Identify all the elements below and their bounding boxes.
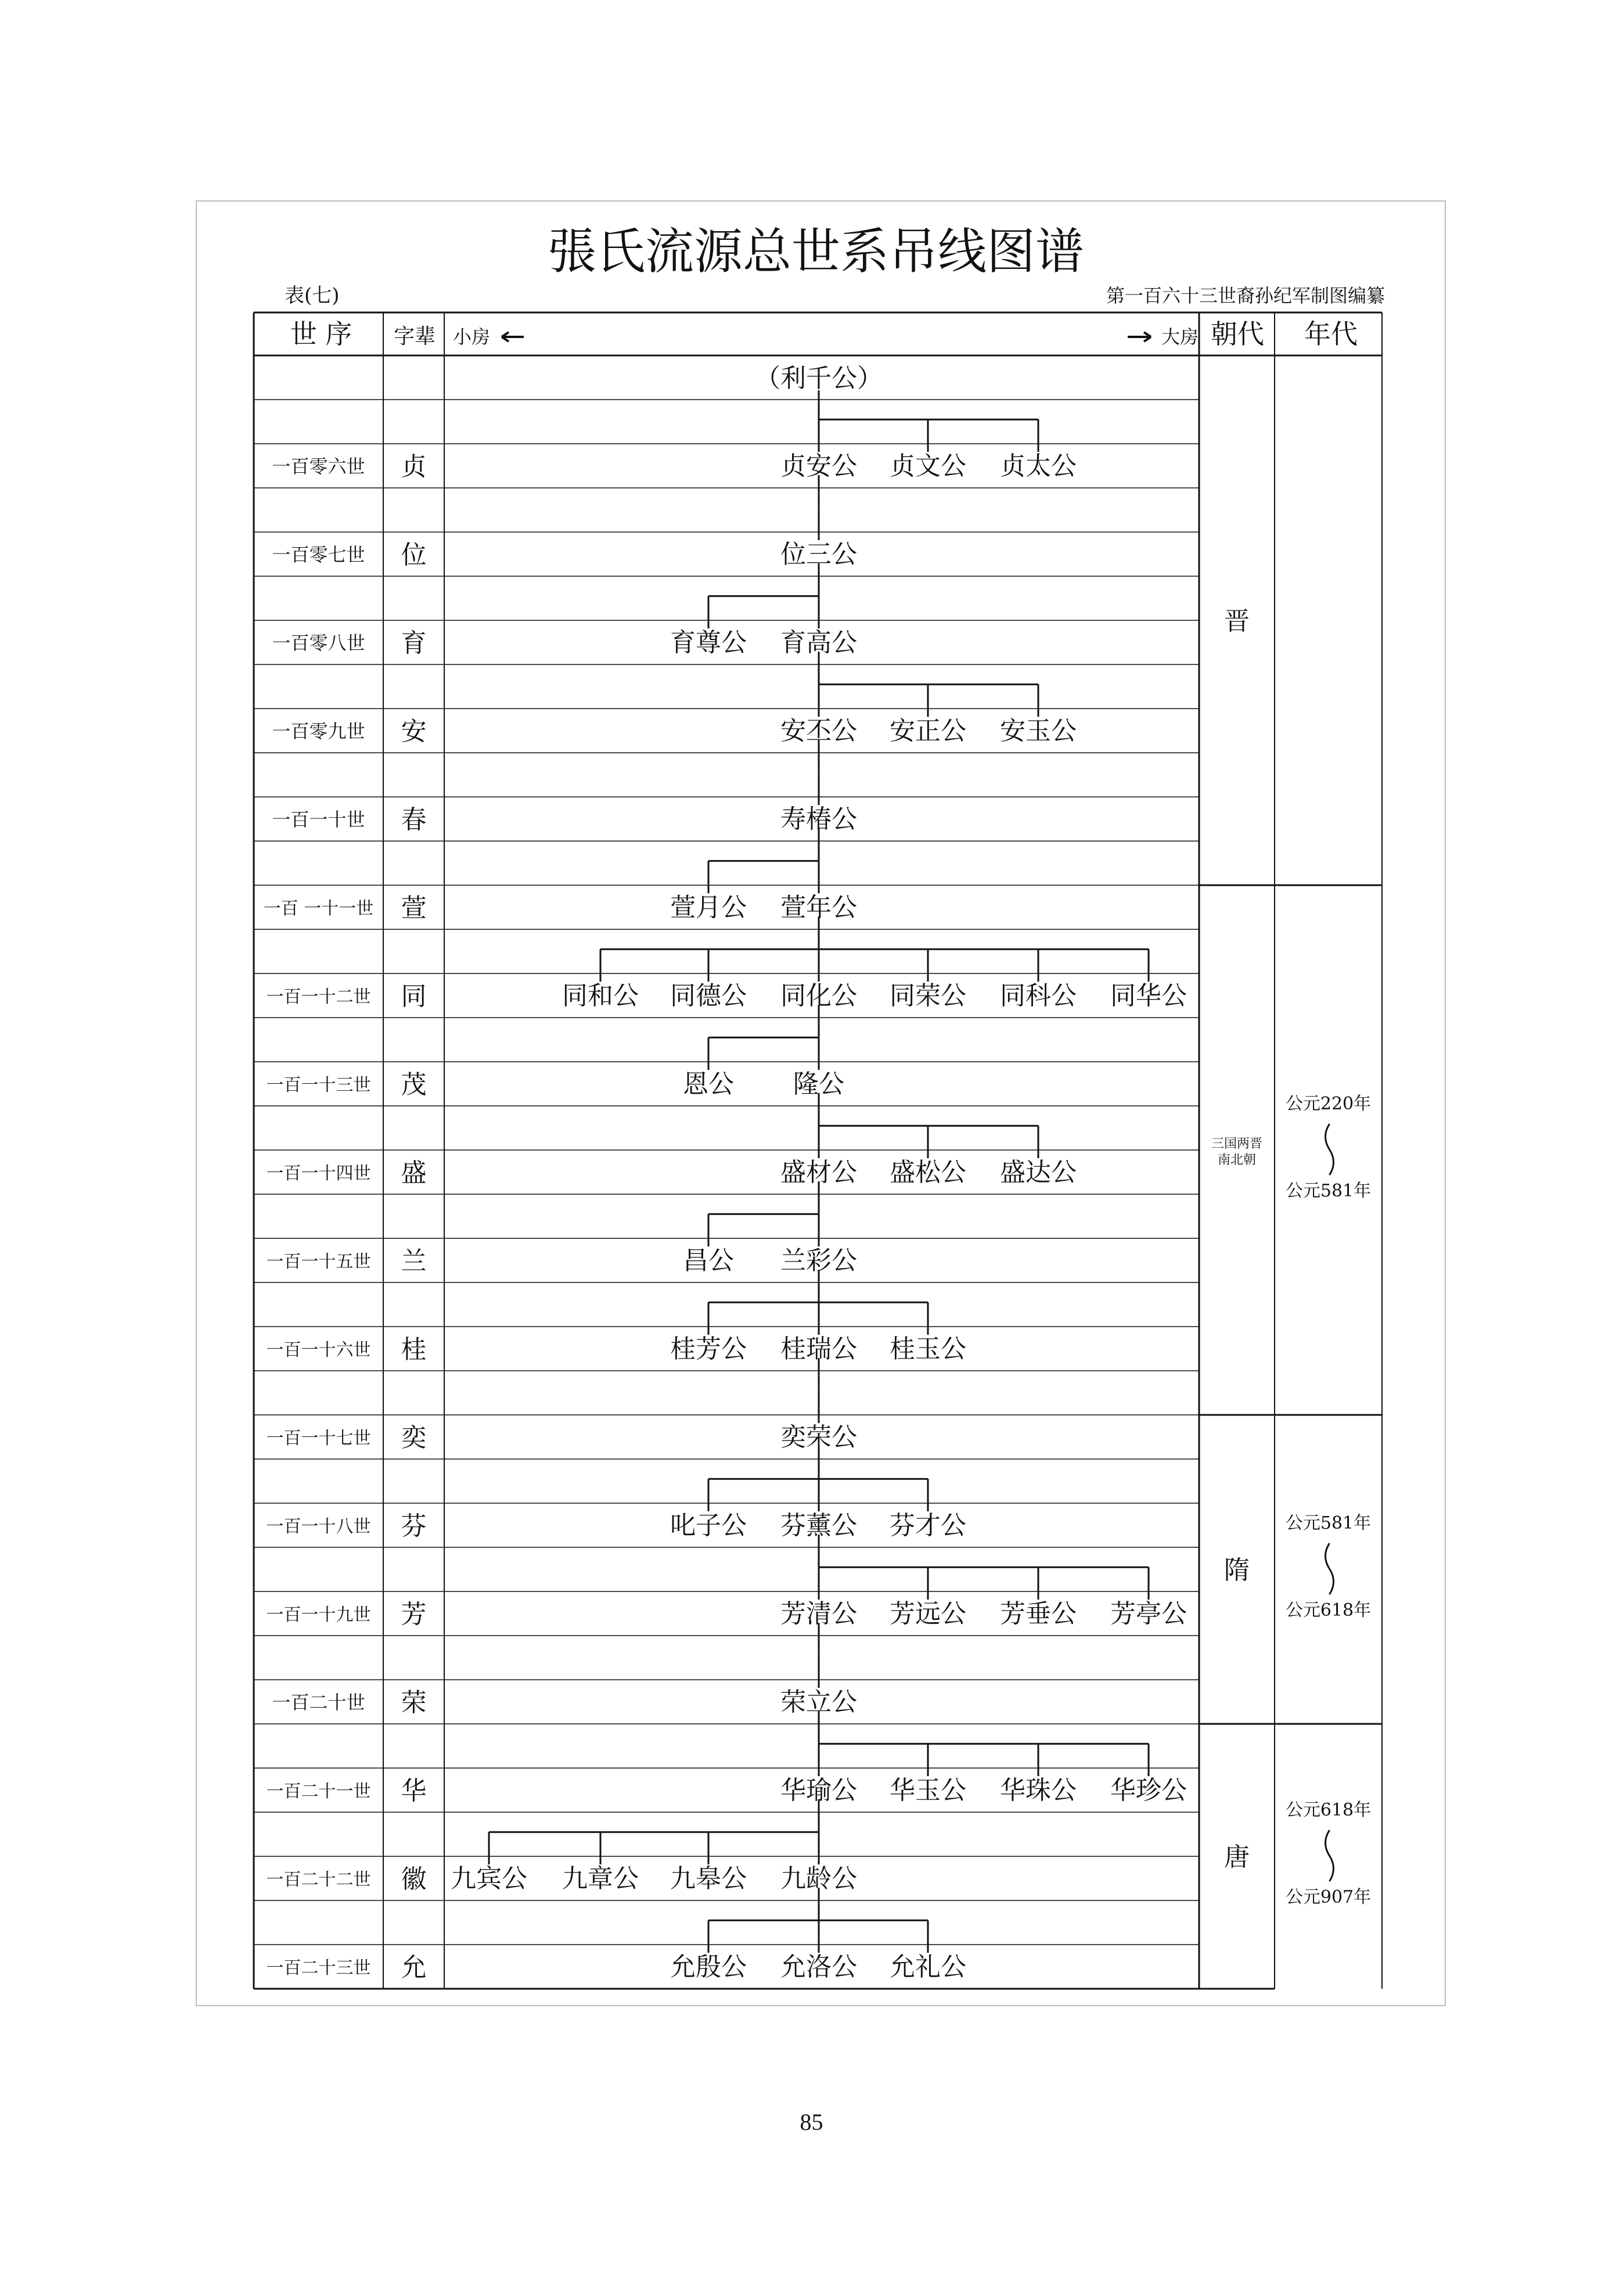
arrow-right-icon (1128, 332, 1151, 342)
chart-title: 張氏流源总世系吊线图谱 (547, 223, 1085, 280)
generation-label: 一百零九世 (272, 720, 365, 742)
generation-label: 一百一十九世 (266, 1605, 371, 1625)
generation-label: 一百零七世 (272, 544, 365, 566)
ancestor-name: 芳亭公 (1110, 1599, 1187, 1629)
zibei-label: 育 (401, 628, 427, 658)
tilde-range-icon (1326, 1124, 1334, 1175)
ancestor-name: 盛松公 (890, 1158, 966, 1187)
ancestor-name: 贞文公 (890, 451, 966, 481)
generation-label: 一百一十七世 (266, 1428, 371, 1449)
generation-label: 一百 一十一世 (263, 899, 374, 919)
ancestor-name: 允礼公 (890, 1952, 966, 1982)
header-generation: 世 序 (290, 318, 352, 350)
dynasty-name: 唐 (1224, 1842, 1250, 1872)
ancestor-name: 九龄公 (780, 1864, 857, 1893)
zibei-label: 荣 (401, 1688, 427, 1717)
ancestor-name: 允洛公 (780, 1952, 857, 1982)
ancestor-name: 桂玉公 (890, 1334, 966, 1364)
ancestor-name: 同德公 (670, 981, 747, 1011)
ancestor-name: 贞安公 (780, 451, 857, 481)
generation-label: 一百零六世 (272, 455, 365, 477)
ancestor-name: 昌公 (683, 1246, 734, 1275)
era-start: 公元618年 (1285, 1800, 1372, 1820)
ancestor-name: 隆公 (793, 1069, 844, 1099)
zibei-label: 同 (401, 982, 427, 1011)
header-big-house: 大房 (1161, 326, 1199, 348)
ancestor-name: 同荣公 (890, 981, 966, 1011)
root-ancestor: （利千公） (755, 364, 883, 393)
ancestor-name: 萱年公 (780, 893, 857, 922)
ancestor-name: 萱月公 (670, 893, 747, 922)
generation-label: 一百一十世 (272, 809, 365, 831)
generation-label: 一百一十五世 (266, 1252, 371, 1272)
ancestor-name: 芳垂公 (1000, 1599, 1077, 1629)
ancestor-name: 桂瑞公 (780, 1334, 857, 1364)
header-zibei: 字辈 (393, 325, 436, 348)
ancestor-name: 九皋公 (670, 1864, 747, 1893)
ancestor-name: 盛达公 (1000, 1158, 1077, 1187)
dynasty-name: 晋 (1224, 606, 1250, 636)
zibei-label: 芬 (401, 1511, 427, 1541)
ancestor-name: 桂芳公 (670, 1334, 747, 1364)
generation-label: 一百二十世 (272, 1691, 365, 1713)
header-dynasty: 朝代 (1211, 318, 1264, 350)
era-end: 公元581年 (1285, 1181, 1372, 1201)
zibei-label: 奕 (401, 1423, 427, 1453)
tilde-range-icon (1326, 1830, 1334, 1881)
ancestor-name: 安丕公 (780, 716, 857, 746)
generation-label: 一百二十三世 (266, 1958, 371, 1978)
era-end: 公元907年 (1285, 1887, 1372, 1907)
ancestor-name: 华瑜公 (780, 1776, 857, 1805)
zibei-label: 芳 (401, 1600, 427, 1629)
zibei-label: 盛 (401, 1158, 427, 1188)
ancestor-name: 芬薰公 (780, 1511, 857, 1540)
generation-label: 一百二十一世 (266, 1781, 371, 1802)
era-start: 公元581年 (1285, 1513, 1372, 1533)
ancestor-name: 华珠公 (1000, 1776, 1077, 1805)
generation-label: 一百一十三世 (266, 1075, 371, 1095)
generation-label: 一百一十二世 (266, 987, 371, 1007)
zibei-label: 兰 (401, 1246, 427, 1276)
header-era: 年代 (1304, 318, 1358, 350)
dynasty-name-line2: 南北朝 (1217, 1153, 1257, 1167)
era-start: 公元220年 (1285, 1094, 1372, 1114)
zibei-label: 允 (401, 1953, 427, 1982)
compiler-credit: 第一百六十三世裔孙纪军制图编纂 (1106, 285, 1385, 307)
ancestor-name: 盛材公 (780, 1158, 857, 1187)
ancestor-name: 同科公 (1000, 981, 1077, 1011)
ancestor-name: 同和公 (562, 981, 639, 1011)
ancestor-name: 位三公 (780, 540, 857, 569)
zibei-label: 安 (401, 717, 427, 746)
ancestor-name: 九章公 (562, 1864, 639, 1893)
generation-label: 一百一十八世 (266, 1517, 371, 1537)
ancestor-name: 同华公 (1110, 981, 1187, 1011)
arrow-left-icon (502, 332, 524, 342)
ancestor-name: 芬才公 (890, 1511, 966, 1540)
table-label: 表(七) (285, 284, 340, 307)
dynasty-name: 三国两晋 (1211, 1137, 1263, 1151)
dynasty-era-column (1199, 606, 1382, 1907)
tilde-range-icon (1326, 1543, 1334, 1594)
zibei-label: 徽 (401, 1864, 427, 1894)
generation-label: 一百二十二世 (266, 1870, 371, 1890)
ancestor-name: 华玉公 (890, 1776, 966, 1805)
ancestor-name: 寿椿公 (780, 804, 857, 834)
ancestor-name: 九宾公 (451, 1864, 527, 1893)
generation-label: 一百一十六世 (266, 1340, 371, 1360)
ancestor-name: 华珍公 (1110, 1776, 1187, 1805)
row-labels (264, 364, 1187, 1982)
ancestor-name: 安正公 (890, 716, 966, 746)
ancestor-name: 恩公 (683, 1069, 734, 1099)
ancestor-name: 安玉公 (1000, 716, 1077, 746)
ancestor-name: 贞太公 (1000, 451, 1077, 481)
generation-label: 一百一十四世 (266, 1163, 371, 1184)
zibei-label: 贞 (401, 452, 427, 482)
zibei-label: 萱 (401, 893, 427, 923)
ancestor-name: 兰彩公 (780, 1246, 857, 1275)
ancestor-name: 允殷公 (670, 1952, 747, 1982)
dynasty-name: 隋 (1224, 1555, 1250, 1585)
zibei-label: 华 (401, 1776, 427, 1806)
ancestor-name: 奕荣公 (780, 1422, 857, 1452)
era-end: 公元618年 (1285, 1600, 1372, 1621)
ancestor-name: 育高公 (780, 628, 857, 657)
ancestor-name: 荣立公 (780, 1687, 857, 1717)
header-small-house: 小房 (453, 326, 491, 348)
zibei-label: 春 (401, 805, 427, 835)
zibei-label: 桂 (401, 1335, 427, 1364)
ancestor-name: 芳清公 (780, 1599, 857, 1629)
zibei-label: 茂 (401, 1070, 427, 1100)
zibei-label: 位 (401, 540, 427, 570)
generation-label: 一百零八世 (272, 632, 365, 654)
ancestor-name: 芳远公 (890, 1599, 966, 1629)
page-number: 85 (800, 2109, 823, 2135)
ancestor-name: 育尊公 (670, 628, 747, 657)
ancestor-name: 同化公 (780, 981, 857, 1011)
ancestor-name: 叱子公 (670, 1511, 747, 1540)
